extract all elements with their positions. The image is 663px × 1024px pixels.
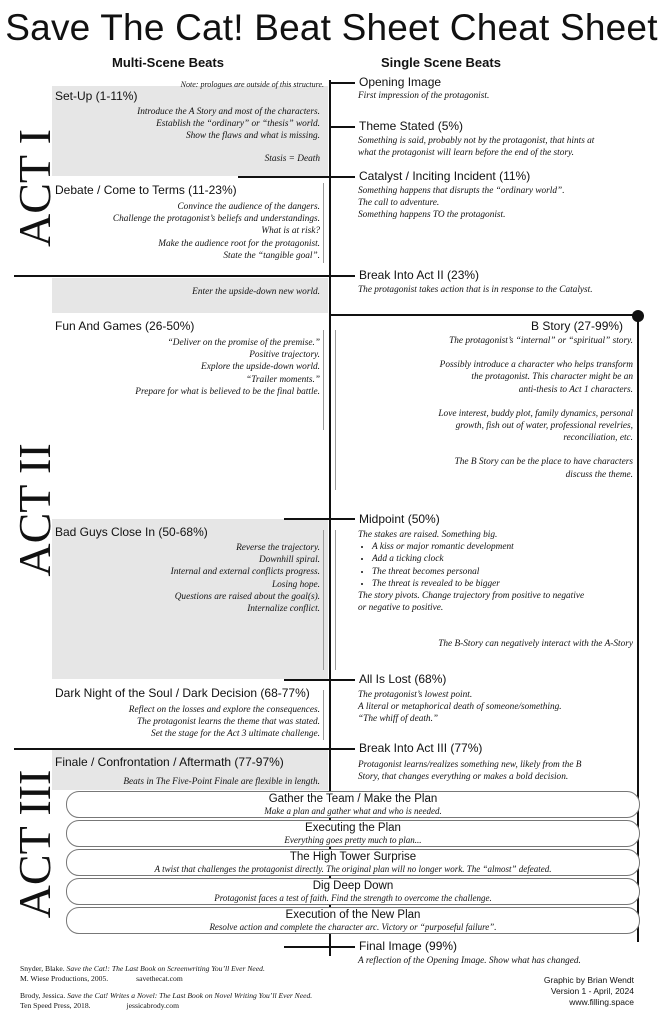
break-act3-description: Protagonist learns/realizes something new, likely from the B Story, that changes everything or makes a bold decision. <box>358 760 582 783</box>
catalyst-title: Catalyst / Inciting Incident (11%) <box>359 169 531 183</box>
finale-step-gather: Gather the Team / Make the Plan Make a plan and gather what and who is needed. <box>66 791 640 818</box>
finale-title: Finale / Confrontation / Aftermath (77-97%) <box>55 755 284 769</box>
final-image-connector <box>284 946 355 948</box>
prologue-note: Note: prologues are outside of this structure. <box>180 80 324 89</box>
break-act2-connector <box>14 275 355 277</box>
midpoint-title: Midpoint (50%) <box>359 512 440 526</box>
catalyst-description: Something happens that disrupts the “ordinary world”. The call to adventure. Something happens TO the protagonist. <box>358 186 565 221</box>
midpoint-connector <box>284 518 355 520</box>
badguys-range-line <box>323 530 324 670</box>
theme-connector <box>331 126 355 128</box>
b-story-timeline <box>637 316 639 942</box>
bad-guys-description: Reverse the trajectory. Downhill spiral. Internal and external conflicts progress. Losing hope. Questions are raised about the goal(s). Internalize conflict. <box>170 543 320 615</box>
setup-description: Introduce the A Story and most of the characters. Establish the “ordinary” or “thesis” world. Show the flaws and what is missing. Stasis = Death <box>137 107 320 164</box>
multi-scene-heading: Multi-Scene Beats <box>112 55 224 70</box>
break-act3-connector <box>14 748 355 750</box>
finale-step-new-plan: Execution of the New Plan Resolve action and complete the character arc. Victory or “purposeful failure”. <box>66 907 640 934</box>
opening-connector <box>331 82 355 84</box>
b-story-connector <box>331 314 633 316</box>
theme-stated-description: Something is said, probably not by the protagonist, that hints at what the protagonist will learn before the end of the story. <box>358 136 595 159</box>
debate-description: Convince the audience of the dangers. Challenge the protagonist’s beliefs and understandings. What is at risk? Make the audience root for the protagonist. State the “tangible goal”. <box>112 202 320 261</box>
dark-night-title: Dark Night of the Soul / Dark Decision (68-77%) <box>55 686 310 700</box>
act-3-label: ACT III <box>9 769 60 919</box>
theme-stated-title: Theme Stated (5%) <box>359 119 464 133</box>
finale-step-high-tower: The High Tower Surprise A twist that challenges the protagonist directly. The original plan will no longer work. The “almost” defeated. <box>66 849 640 876</box>
midpoint-description: The stakes are raised. Something big. • A kiss or major romantic development • Add a ticking clock • The threat becomes personal • The threat is revealed to be bigger The story pivots. Change trajectory from positive to negative or negative to positive. <box>358 529 630 614</box>
finale-description: Beats in The Five-Point Finale are flexible in length. <box>123 777 320 787</box>
fun-and-games-title: Fun And Games (26-50%) <box>55 319 195 333</box>
dark-night-description: Reflect on the losses and explore the consequences. The protagonist learns the theme that was stated. Set the stage for the Act 3 ultimate challenge. <box>128 705 320 740</box>
fun-range-line <box>323 330 324 430</box>
finale-step-executing: Executing the Plan Everything goes pretty much to plan... <box>66 820 640 847</box>
all-is-lost-title: All Is Lost (68%) <box>359 672 447 686</box>
midpoint-bullets: • A kiss or major romantic development • Add a ticking clock • The threat becomes personal • The threat is revealed to be bigger <box>358 541 630 590</box>
reference-snyder: Snyder, Blake. Save the Cat!: The Last Book on Screenwriting You’ll Ever Need. M. Wiese Productions, 2005. savethecat.com <box>20 964 265 983</box>
bstory-range-line <box>335 330 336 490</box>
bad-guys-title: Bad Guys Close In (50-68%) <box>55 525 208 539</box>
upside-down-description: Enter the upside-down new world. <box>192 287 320 297</box>
b-story-start-dot <box>632 310 644 322</box>
midpoint-range-line <box>335 530 336 670</box>
page-title: Save The Cat! Beat Sheet Cheat Sheet <box>5 7 658 48</box>
catalyst-connector <box>238 176 355 178</box>
midpoint-b-story-note: The B-Story can negatively interact with the A-Story <box>438 639 633 649</box>
final-image-description: A reflection of the Opening Image. Show what has changed. <box>358 956 581 966</box>
opening-image-title: Opening Image <box>359 75 442 89</box>
all-is-lost-description: The protagonist’s lowest point. A literal or metaphorical death of someone/something. “The whiff of death.” <box>358 690 562 725</box>
credits: Graphic by Brian Wendt Version 1 - April, 2024 www.filling.space <box>543 975 634 1007</box>
all-is-lost-connector <box>284 679 355 681</box>
debate-title: Debate / Come to Terms (11-23%) <box>55 183 237 197</box>
opening-image-description: First impression of the protagonist. <box>358 91 490 101</box>
finale-step-dig-deep: Dig Deep Down Protagonist faces a test of faith. Find the strength to overcome the challenge. <box>66 878 640 905</box>
break-act3-title: Break Into Act III (77%) <box>359 741 483 755</box>
break-act2-title: Break Into Act II (23%) <box>359 268 480 282</box>
b-story-description: The protagonist’s “internal” or “spiritual” story. Possibly introduce a character who helps transform the protagonist. This character might be an anti-thesis to Act 1 characters. Love interest, buddy plot, family dynamics, personal growth, fish out of water, professional revelries, reconciliation, etc. The B Story can be the place to have characters discuss the theme. <box>438 336 633 480</box>
darknight-range-line <box>323 690 324 740</box>
reference-brody: Brody, Jessica. Save the Cat! Writes a Novel: The Last Book on Novel Writing You’ll Ever Need. Ten Speed Press, 2018. jessicabrody.com <box>20 991 313 1010</box>
act-1-label: ACT I <box>9 129 60 247</box>
act-2-label: ACT II <box>9 443 60 577</box>
debate-range-line <box>323 183 324 263</box>
final-image-title: Final Image (99%) <box>359 939 458 953</box>
b-story-title: B Story (27-99%) <box>531 319 624 333</box>
setup-title: Set-Up (1-11%) <box>55 89 138 103</box>
single-scene-heading: Single Scene Beats <box>381 55 501 70</box>
fun-and-games-description: “Deliver on the promise of the premise.” Positive trajectory. Explore the upside-down world. “Trailer moments.” Prepare for what is believed to be the final battle. <box>135 338 320 397</box>
break-act2-description: The protagonist takes action that is in response to the Catalyst. <box>358 285 593 295</box>
